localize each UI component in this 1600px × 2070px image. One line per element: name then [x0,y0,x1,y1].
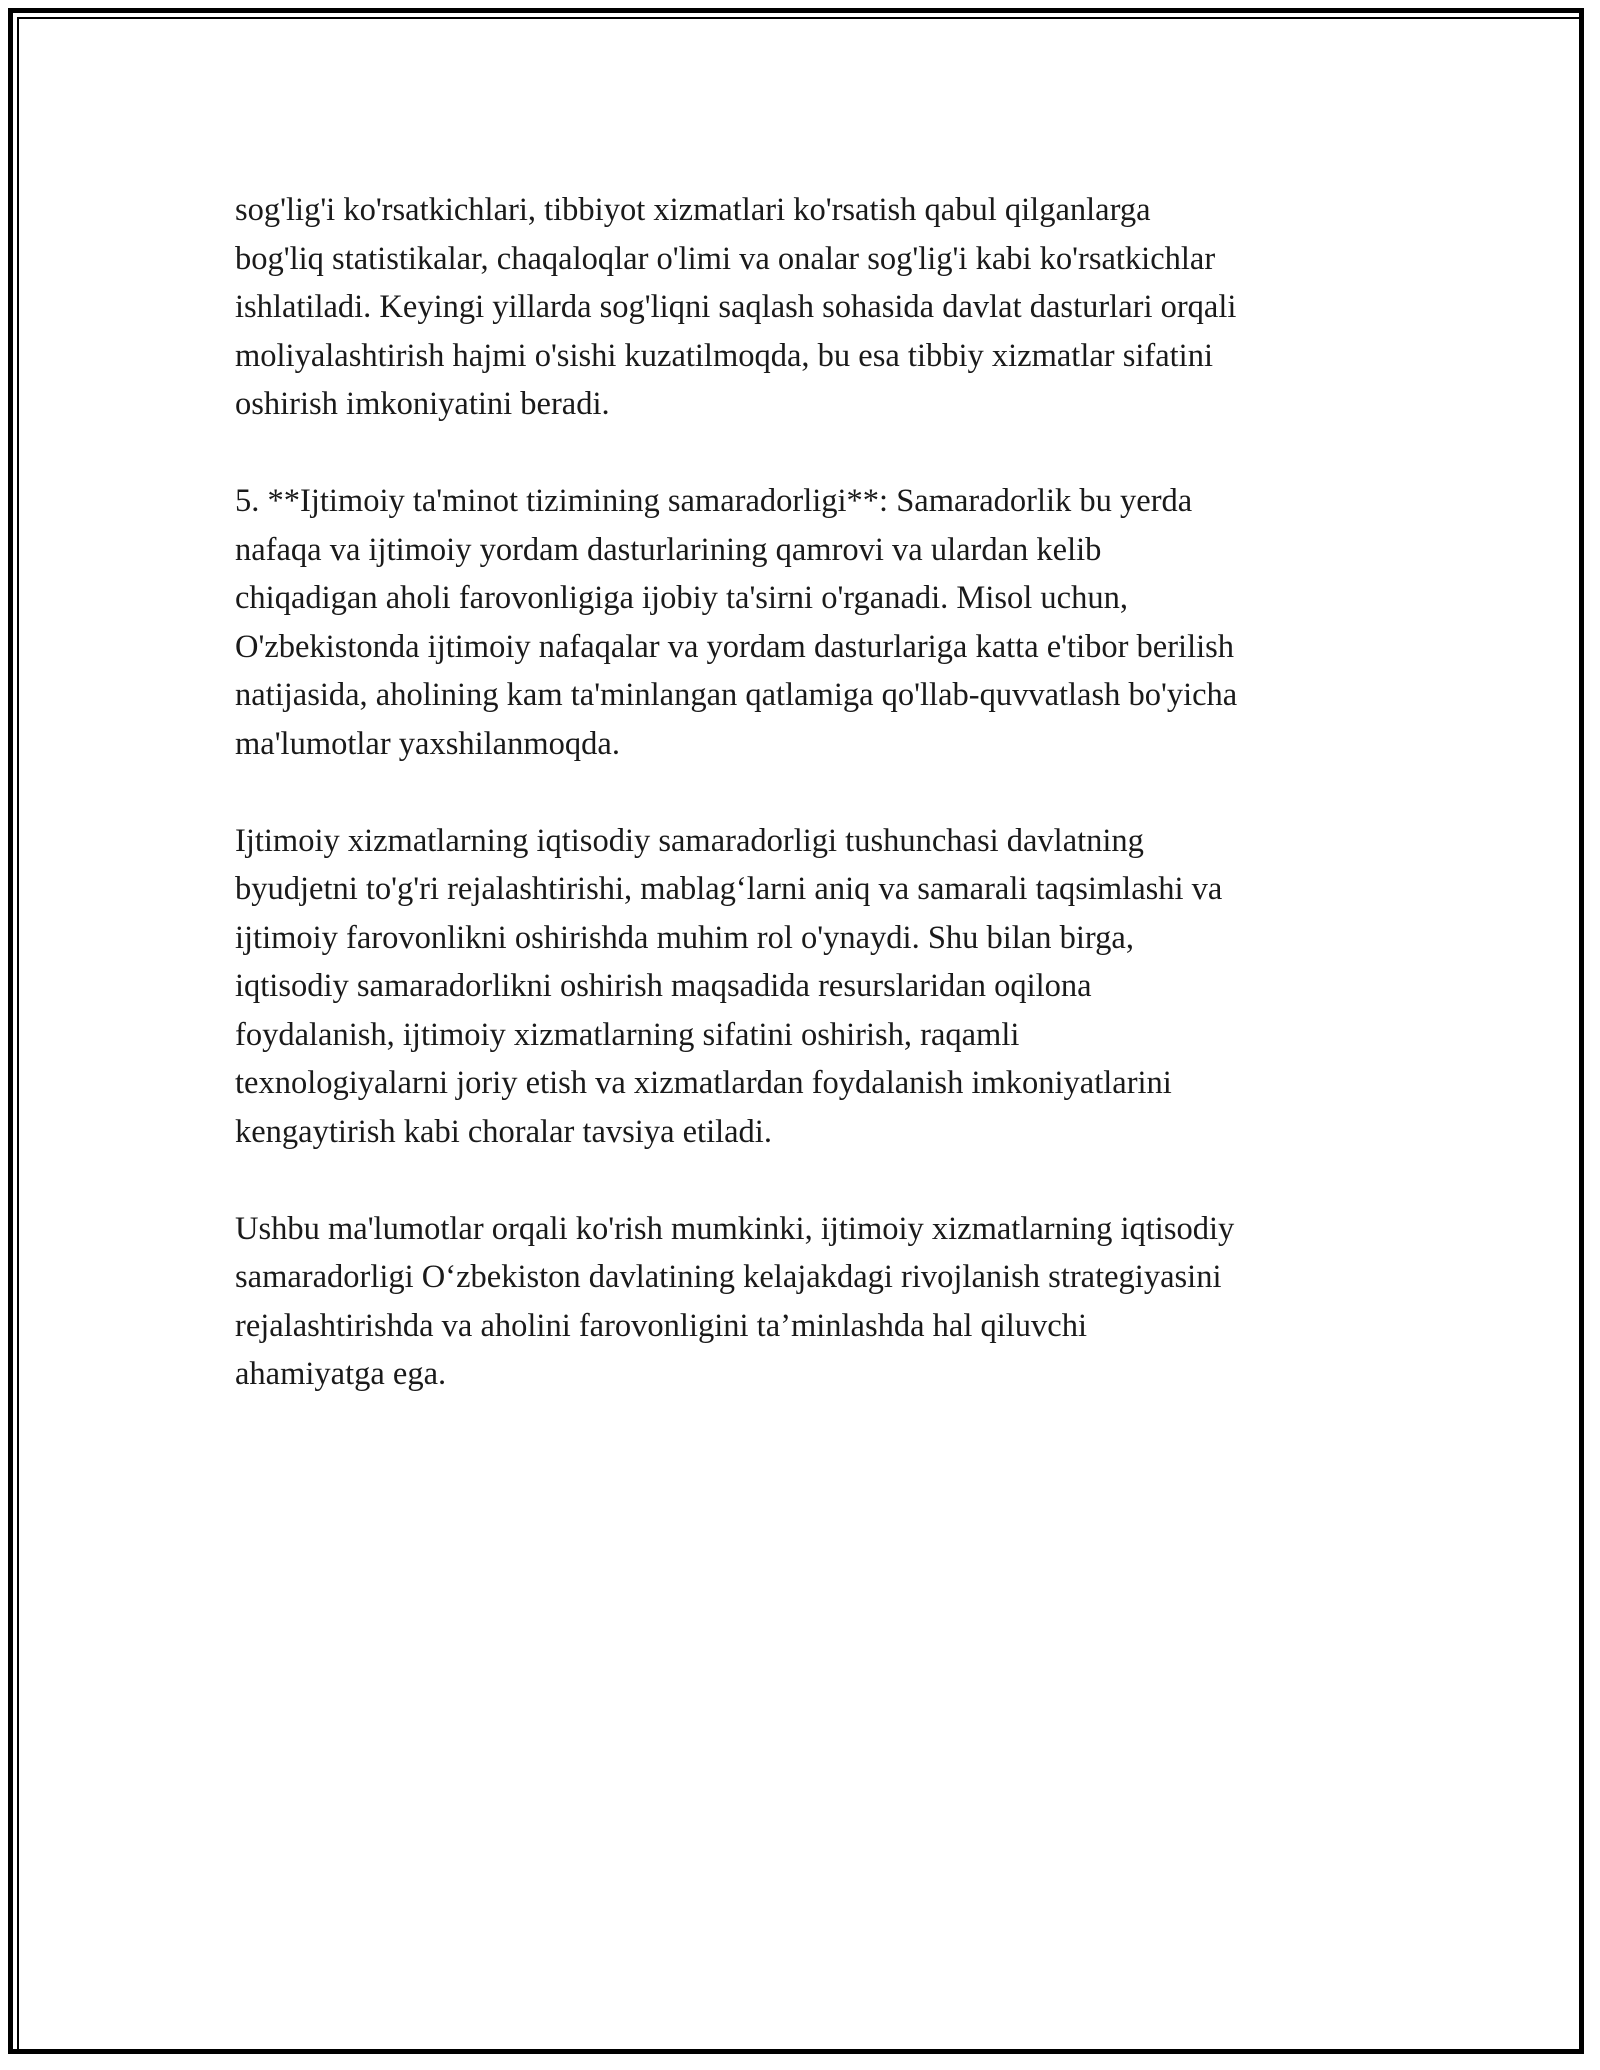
document-body [235,186,1375,1447]
paragraph-social-security-efficiency: 5. **Ijtimoiy ta'minot tizimining samaradorligi**: Samaradorlik bu yerda nafaqa va ijtimoiy yordam dasturlarining qamrovi va ulardan kelib chiqadigan aholi farovonligiga ijobiy ta'sirni o'rganadi. Misol uchun, O'zbekistonda ijtimoiy nafaqalar va yordam dasturlariga katta e'tibor berilish natijasida, aholining kam ta'minlangan qatlamiga qo'llab-quvvatlash bo'yicha ma'lumotlar yaxshilanmoqda. [235,483,1238,762]
paragraph-conclusion: Ushbu ma'lumotlar orqali ko'rish mumkinki, ijtimoiy xizmatlarning iqtisodiy samaradorligi O‘zbekiston davlatining kelajakdagi rivojlanish strategiyasini rejalashtirishda va aholini farovonligini ta’minlashda hal qiluvchi ahamiyatga ega. [235,1210,1235,1392]
paragraph-health-indicators: sog'lig'i ko'rsatkichlari, tibbiyot xizmatlari ko'rsatish qabul qilganlarga bog'liq statistikalar, chaqaloqlar o'limi va onalar sog'lig'i kabi ko'rsatkichlar ishlatiladi. Keyingi yillarda sog'liqni saqlash sohasida davlat dasturlari orqali moliyalashtirish hajmi o'sishi kuzatilmoqda, bu esa tibbiy xizmatlar sifatini oshirish imkoniyatini beradi. [235,192,1237,422]
paragraph-economic-efficiency: Ijtimoiy xizmatlarning iqtisodiy samaradorligi tushunchasi davlatning byudjetni to'g'ri rejalashtirishi, mablag‘larni aniq va samarali taqsimlashi va ijtimoiy farovonlikni oshirishda muhim rol o'ynaydi. Shu bilan birga, iqtisodiy samaradorlikni oshirish maqsadida resurslaridan oqilona foydalanish, ijtimoiy xizmatlarning sifatini oshirish, raqamli texnologiyalarni joriy etish va xizmatlardan foydalanish imkoniyatlarini kengaytirish kabi choralar tavsiya etiladi. [235,822,1223,1150]
